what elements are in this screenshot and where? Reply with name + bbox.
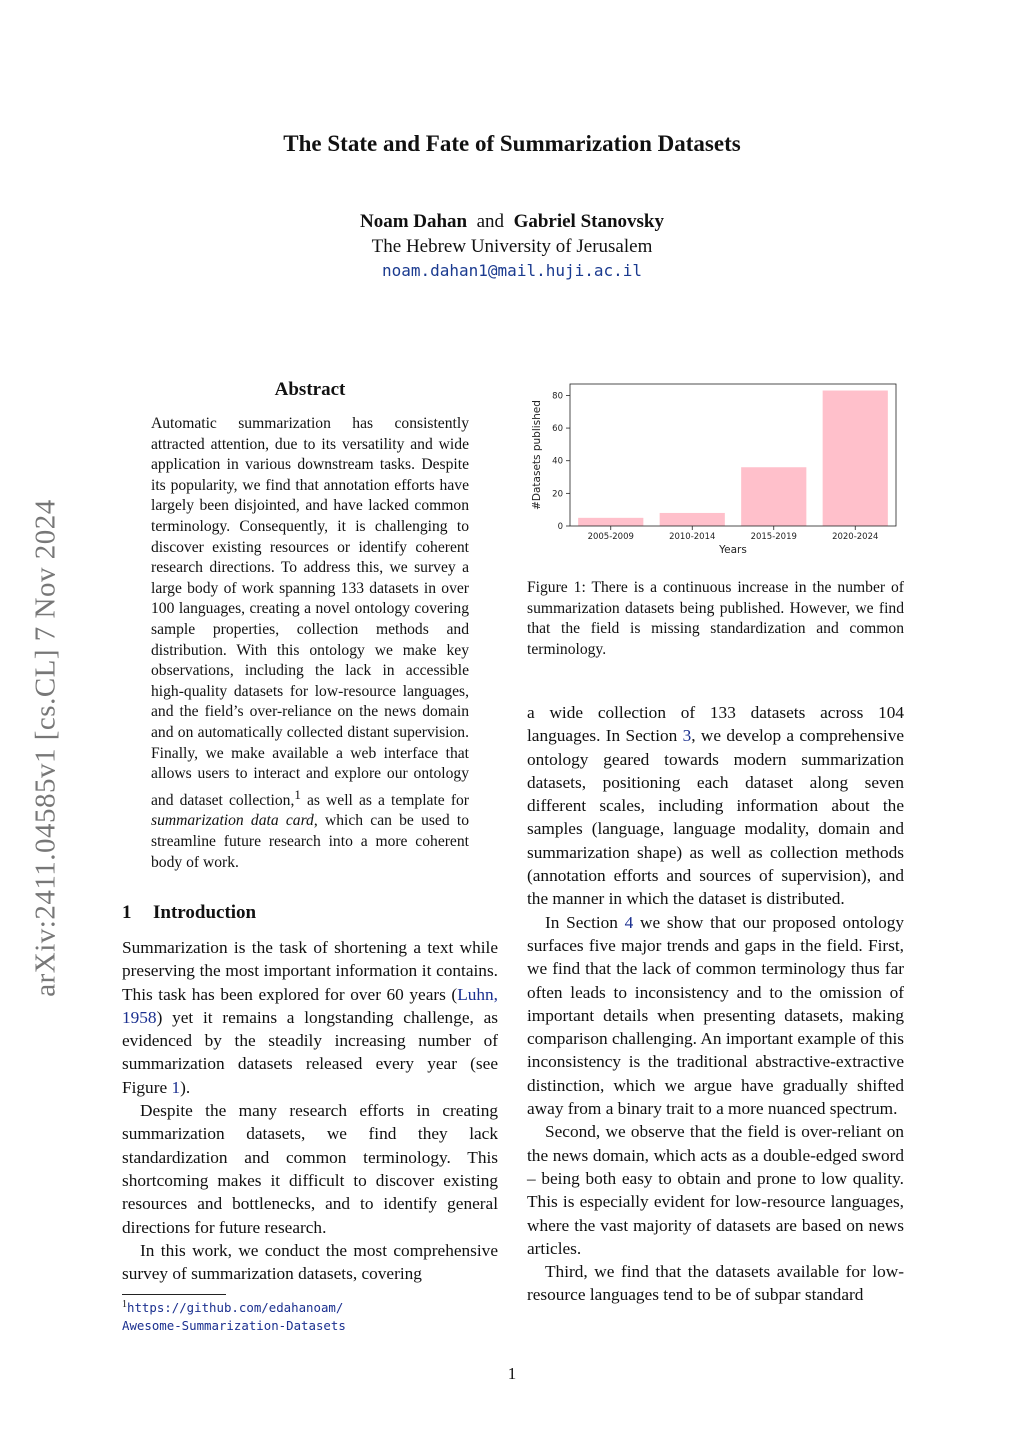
section-link[interactable]: 3 — [682, 726, 692, 746]
affiliation: The Hebrew University of Jerusalem — [371, 236, 653, 257]
bar-2005-2009 — [578, 518, 643, 526]
author-email[interactable]: noam.dahan1@mail.huji.ac.il — [381, 261, 643, 280]
author-conjunction: and — [476, 211, 505, 232]
paragraph: Third, we find that the datasets available for low-resource languages tend to be of subpar standard — [527, 1262, 904, 1305]
footnote-url[interactable]: Awesome-Summarization-Datasets — [122, 1318, 346, 1334]
bar-2010-2014 — [660, 513, 725, 526]
author-name: Noam Dahan — [359, 211, 468, 232]
y-tick-label: 80 — [552, 391, 563, 402]
paragraph: Despite the many research efforts in creating summarization datasets, we find they lack standardization and common terminology. This shortcoming makes it difficult to discover existing resources and bottlenecks, and to identify general directions for future research. — [122, 1101, 498, 1237]
paper-title: The State and Fate of Summarization Datasets — [283, 131, 741, 156]
page-number: 1 — [507, 1364, 517, 1383]
section-heading: 1 Introduction — [122, 902, 257, 923]
x-axis-label: Years — [719, 544, 747, 556]
y-tick-label: 40 — [552, 456, 563, 467]
x-tick-label: 2010-2014 — [669, 532, 716, 542]
author-name: Gabriel Stanovsky — [513, 211, 665, 232]
arxiv-identifier-stamp: arXiv:2411.04585v1 [cs.CL] 7 Nov 2024 — [29, 499, 62, 997]
y-axis-label: #Datasets published — [531, 400, 543, 510]
bar-2020-2024 — [823, 391, 888, 526]
y-tick-label: 0 — [557, 522, 563, 532]
y-tick-label: 60 — [552, 424, 563, 435]
section-link[interactable]: 4 — [624, 912, 634, 932]
footnote-number: 1 — [122, 1299, 127, 1310]
footnote-url[interactable]: https://github.com/edahanoam/ — [127, 1300, 344, 1316]
abstract-body: Automatic summarization has consistently attracted attention, due to its versatility and wide application in various downstream tasks. Despite its popularity, we find that annotation efforts have largely been disjointed, and have lacked common terminology. Consequently, it is challenging to discover existing resources or identify coherent research directions. To address this, we survey a large body of work spanning 133 datasets in over 100 languages, creating a novel ontology covering sample properties, collection methods and distribution. With this ontology we make key observations, including the lack in accessible high-quality datasets for low-resource languages, and the field’s over-reliance on the news domain and on automatically collected distant supervision. Finally, we make available a web interface that allows users to interact and explore our ontology and dataset collection,$^1$ as well as a template for summarization data card, which can be used to streamline future research into a more coherent body of work. — [151, 415, 469, 871]
bar-2015-2019 — [741, 467, 806, 526]
paragraph: a wide collection of 133 datasets across 104 languages. In Section 3, we develop a comprehensive ontology geared towards modern summarization datasets, positioning each dataset along seven different scales, including information about the samples (language, language modality, domain and summarization shape) as well as collection methods (annotation efforts and sources of supervision), and the manner in which the dataset is distributed. — [527, 703, 904, 909]
footnote-marker[interactable]: 1 — [294, 786, 301, 802]
footnote-divider — [122, 1294, 226, 1295]
footnote — [122, 1296, 502, 1335]
author-line — [0, 211, 1024, 233]
paragraph: Summarization is the task of shortening a text while preserving the most important information it contains. This task has been explored for over 60 years (Luhn, 1958) yet it remains a longstanding challenge, as evidenced by the steadily increasing number of summarization datasets released every year (see Figure 1). — [122, 938, 498, 1097]
paragraph: In this work, we conduct the most comprehensive survey of summarization datasets, covering — [122, 1240, 498, 1284]
x-tick-label: 2015-2019 — [750, 532, 797, 542]
bar-chart — [527, 380, 907, 560]
paragraph: Second, we observe that the field is over-reliant on the news domain, which acts as a double-edged sword – being both easy to obtain and prone to low quality. This is especially evident for low-resource languages, where the vast majority of datasets are based on news articles. — [527, 1122, 904, 1258]
figure-caption: Figure 1: There is a continuous increase in the number of summarization datasets being published. However, we find that the field is missing standardization and common terminology. — [527, 579, 904, 658]
x-tick-label: 2020-2024 — [832, 532, 879, 542]
right-column-body — [527, 701, 904, 1307]
abstract-heading: Abstract — [274, 379, 346, 400]
left-column-body — [122, 936, 498, 1285]
x-tick-label: 2005-2009 — [587, 532, 634, 542]
figure-link[interactable]: 1 — [171, 1077, 181, 1097]
y-tick-label: 20 — [552, 489, 563, 500]
citation-link[interactable]: Luhn, 1958 — [122, 984, 498, 1027]
paragraph: In Section 4 we show that our proposed ontology surfaces five major trends and gaps in the field. First, we find that the lack of common terminology thus far often leads to inconsistency and to the omission of important details when presenting datasets, making comparison challenging. An important example of this inconsistency is the traditional abstractive-extractive distinction, which we argue have gradually shifted away from a binary trait to a more nuanced spectrum. — [527, 912, 904, 1119]
